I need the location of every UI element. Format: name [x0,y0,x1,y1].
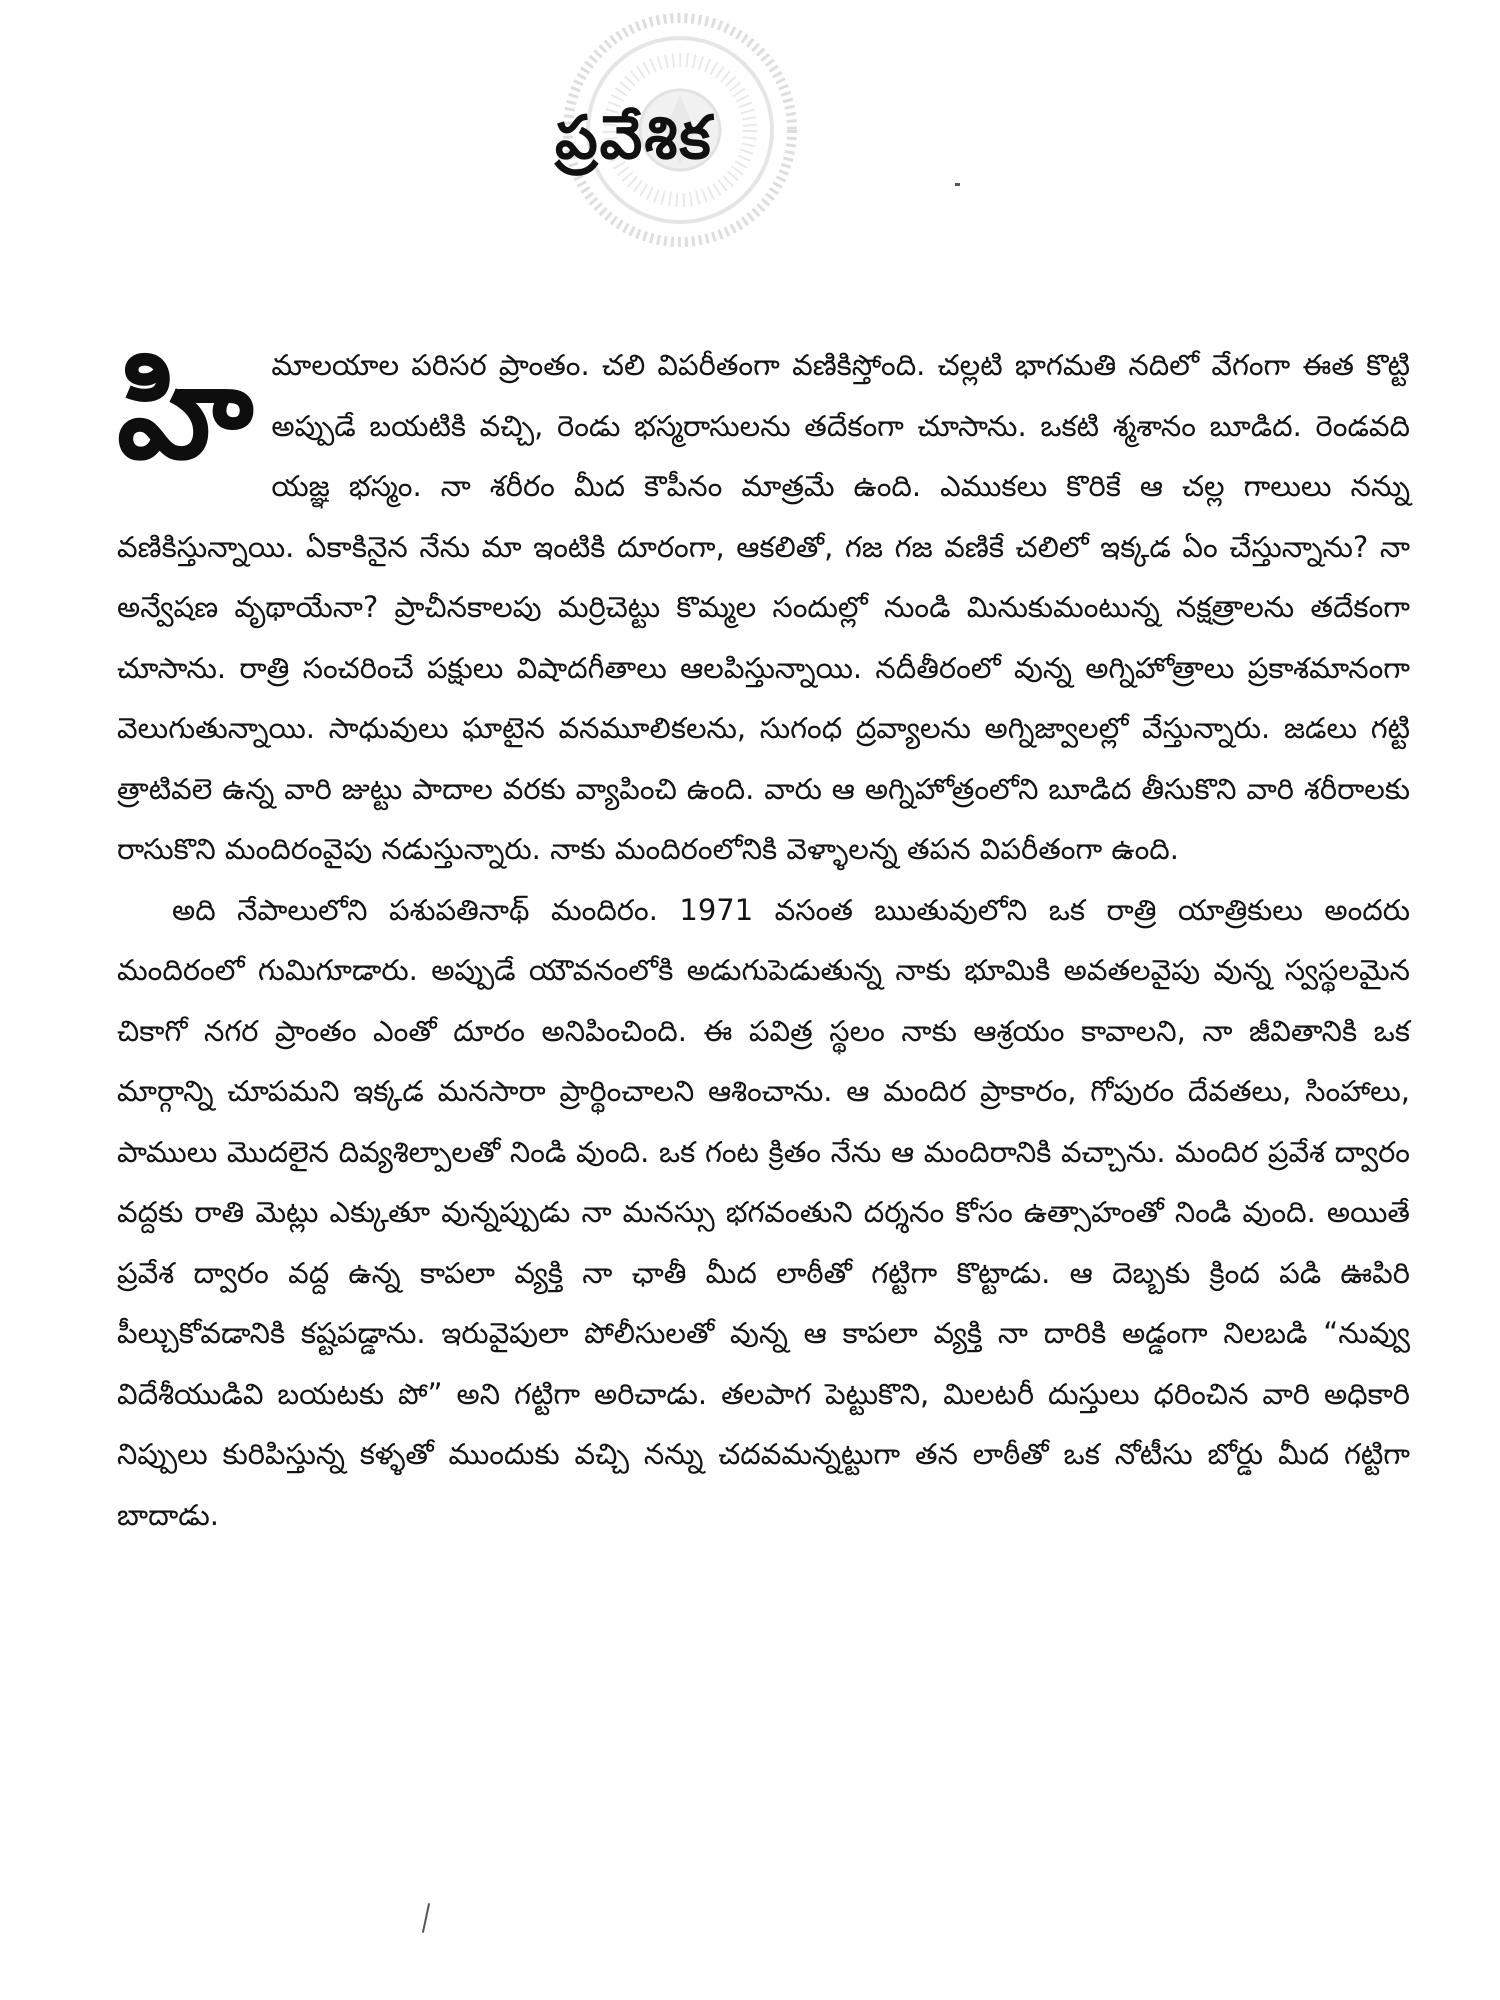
scan-mark [422,1903,430,1933]
paragraph-1: మాలయాల పరిసర ప్రాంతం. చలి విపరీతంగా వణికిస్తోంది. చల్లటి భాగమతి నదిలో వేగంగా ఈత కొట్టి అప్పుడే బయటికి వచ్చి, రెండు భస్మరాసులను తదేకంగా చూసాను. ఒకటి శ్మశానం బూడిద. రెండవది యజ్ఞ భస్మం. నా శరీరం మీద కౌపీనం మాత్రమే ఉంది. ఎముకలు కొరికే ఆ చల్ల గాలులు నన్ను వణికిస్తున్నాయి. ఏకాకినైన నేను మా ఇంటికి దూరంగా, ఆకలితో, గజ గజ వణికే చలిలో ఇక్కడ ఏం చేస్తున్నాను? నా అన్వేషణ వృథాయేనా? ప్రాచీనకాలపు మర్రిచెట్టు కొమ్మల సందుల్లో నుండి మినుకుమంటున్న నక్షత్రాలను తదేకంగా చూసాను. రాత్రి సంచరించే పక్షులు విషాదగీతాలు ఆలపిస్తున్నాయి. నదీతీరంలో వున్న అగ్నిహోత్రాలు ప్రకాశమానంగా వెలుగుతున్నాయి. సాధువులు ఘాటైన వనమూలికలను, సుగంధ ద్రవ్యాలను అగ్నిజ్వాలల్లో వేస్తున్నారు. జడలు గట్టి త్రాటివలె ఉన్న వారి జుట్టు పాదాల వరకు వ్యాపించి ఉంది. వారు ఆ అగ్నిహోత్రంలోని బూడిద తీసుకొని వారి శరీరాలకు రాసుకొని మందిరంవైపు నడుస్తున్నారు. నాకు మందిరంలోనికి వెళ్ళాలన్న తపన విపరీతంగా ఉంది. [117,348,1410,866]
drop-cap: హి [117,335,254,489]
body-text [117,335,1410,1545]
paragraph-2: అది నేపాలులోని పశుపతినాథ్ మందిరం. 1971 వసంత ఋతువులోని ఒక రాత్రి యాత్రికులు అందరు మందిరంలో గుమిగూడారు. అప్పుడే యౌవనంలోకి అడుగుపెడుతున్న నాకు భూమికి అవతలవైపు వున్న స్వస్థలమైన చికాగో నగర ప్రాంతం ఎంతో దూరం అనిపించింది. ఈ పవిత్ర స్థలం నాకు ఆశ్రయం కావాలని, నా జీవితానికి ఒక మార్గాన్ని చూపమని ఇక్కడ మనసారా ప్రార్థించాలని ఆశించాను. ఆ మందిర ప్రాకారం, గోపురం దేవతలు, సింహాలు, పాములు మొదలైన దివ్యశిల్పాలతో నిండి వుంది. ఒక గంట క్రితం నేను ఆ మందిరానికి వచ్చాను. మందిర ప్రవేశ ద్వారం వద్దకు రాతి మెట్లు ఎక్కుతూ వున్నప్పుడు నా మనస్సు భగవంతుని దర్శనం కోసం ఉత్సాహంతో నిండి వుంది. అయితే ప్రవేశ ద్వారం వద్ద ఉన్న కాపలా వ్యక్తి నా ఛాతీ మీద లాఠీతో గట్టిగా కొట్టాడు. ఆ దెబ్బకు క్రింద పడి ఊపిరి పీల్చుకోవడానికి కష్టపడ్డాను. ఇరువైపులా పోలీసులతో వున్న ఆ కాపలా వ్యక్తి నా దారికి అడ్డంగా నిలబడి “నువ్వు విదేశీయుడివి బయటకు పో” అని గట్టిగా అరిచాడు. తలపాగ పెట్టుకొని, మిలటరీ దుస్తులు ధరించిన వారి అధికారి నిప్పులు కురిపిస్తున్న కళ్ళతో ముందుకు వచ్చి నన్ను చదవమన్నట్టుగా తన లాఠీతో ఒక నోటీసు బోర్డు మీద గట్టిగా బాదాడు. [117,892,1410,1532]
scan-dot [955,183,960,186]
page-title: ప్రవేశిక [555,103,713,173]
